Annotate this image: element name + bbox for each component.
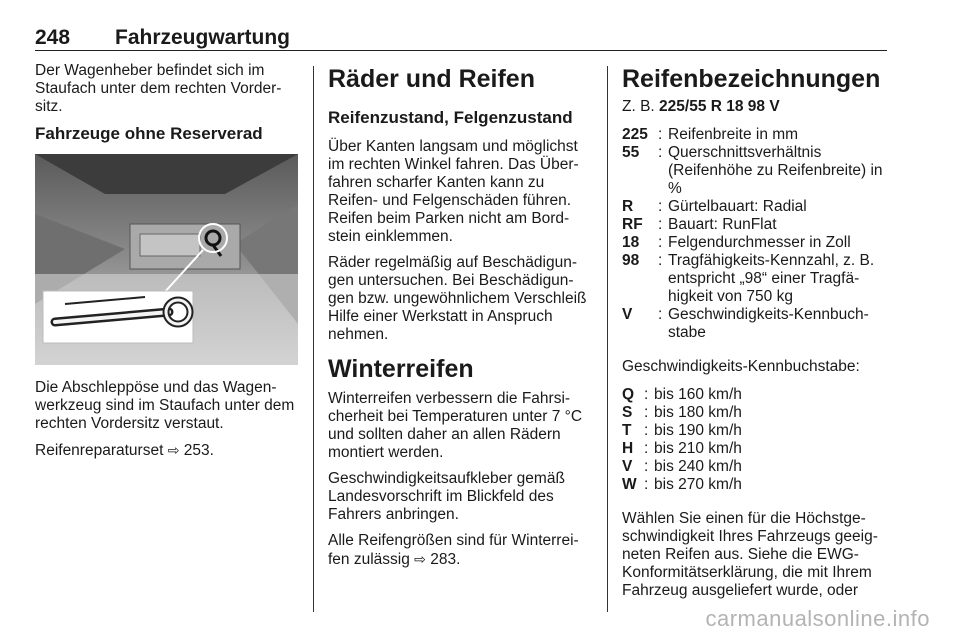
repair-kit-label: Reifenreparaturset <box>35 442 164 459</box>
list-item: V : Geschwindigkeits-Kennbuch-stabe <box>622 306 869 341</box>
list-item: R : Gürtelbauart: Radial <box>622 198 807 215</box>
subsection-tire-condition: Reifenzustand, Felgenzustand <box>328 108 573 127</box>
designation-list <box>622 126 892 342</box>
reference-arrow-icon: ⇨ <box>414 551 426 567</box>
list-item: 98 : Tragfähigkeits-Kennzahl, z. B. entspricht „98“ einer Tragfä-higkeit von 750 kg <box>622 252 875 305</box>
speed-index-list <box>622 386 892 494</box>
page-header <box>35 26 885 50</box>
column-middle <box>328 62 593 577</box>
list-item: 55 : Querschnittsverhältnis (Reifenhöhe zu Reifenbreite) in % <box>622 144 883 197</box>
list-item: T : bis 190 km/h <box>622 422 742 439</box>
speed-index-heading: Geschwindigkeits-Kennbuchstabe: <box>622 358 860 375</box>
column-divider-1 <box>313 66 314 612</box>
paragraph-choose-tire: Wählen Sie einen für die Höchstge-schwindigkeit Ihres Fahrzeugs geeig-neten Reifen aus. Siehe die EWG-Konformitätserklärung, die mit Ihrem Fahrzeug ausgeliefert wurde, oder <box>622 510 878 599</box>
list-item: S : bis 180 km/h <box>622 404 742 421</box>
paragraph-tire-sizes <box>328 532 593 569</box>
example-code: 225/55 R 18 98 V <box>659 98 780 115</box>
page-number: 248 <box>35 26 71 49</box>
list-item: 18 : Felgendurchmesser in Zoll <box>622 234 851 251</box>
list-item: RF : Bauart: RunFlat <box>622 216 777 233</box>
repair-kit-page-ref: 253. <box>183 442 214 459</box>
example-prefix: Z. B. <box>622 98 655 115</box>
paragraph-winter-tires: Winterreifen verbessern die Fahrsi-cherheit bei Temperaturen unter 7 °C und sollten daher an allen Rädern montiert werden. <box>328 390 583 461</box>
list-item: H : bis 210 km/h <box>622 440 742 457</box>
column-divider-2 <box>607 66 608 612</box>
site-watermark: carmanualsonline.info <box>705 606 930 631</box>
reference-arrow-icon: ⇨ <box>167 442 180 458</box>
paragraph-curbs: Über Kanten langsam und möglichst im rechten Winkel fahren. Das Über-fahren scharfer Kanten kann zu Reifen- und Felgenschäden führen. Reifen beim Parken nicht am Bord-stein einklemmen. <box>328 138 579 245</box>
column-right <box>622 62 892 608</box>
section-title-winter-tires: Winterreifen <box>328 355 474 383</box>
section-heading-no-spare: Fahrzeuge ohne Reserverad <box>35 124 263 143</box>
section-title-tire-designations: Reifenbezeichnungen <box>622 65 881 93</box>
storage-compartment-photo <box>35 154 298 365</box>
column-left <box>35 62 303 468</box>
photo-caption: Die Abschleppöse und das Wagen-werkzeug sind im Staufach unter dem rechten Vordersitz verstaut. <box>35 379 295 432</box>
section-title-wheels-tires: Räder und Reifen <box>328 65 535 93</box>
chapter-title: Fahrzeugwartung <box>115 26 291 49</box>
jack-location-text: Der Wagenheber befindet sich im Staufach unter dem rechten Vorder-sitz. <box>35 62 282 115</box>
tire-sizes-page-ref: 283. <box>430 551 461 568</box>
example-line <box>622 98 892 116</box>
list-item: Q : bis 160 km/h <box>622 386 742 403</box>
list-item: W : bis 270 km/h <box>622 476 742 493</box>
paragraph-inspection: Räder regelmäßig auf Beschädigun-gen untersuchen. Bei Beschädigun-gen bzw. ungewöhnlichem Verschleiß Hilfe einer Werkstatt in Anspruch nehmen. <box>328 254 587 343</box>
repair-kit-reference <box>35 441 303 460</box>
tire-sizes-text: Alle Reifengrößen sind für Winterrei-fen zulässig <box>328 532 579 568</box>
paragraph-speed-sticker: Geschwindigkeitsaufkleber gemäß Landesvorschrift im Blickfeld des Fahrers anbringen. <box>328 470 565 523</box>
list-item: 225 : Reifenbreite in mm <box>622 126 799 143</box>
list-item: V : bis 240 km/h <box>622 458 742 475</box>
header-divider <box>35 50 887 51</box>
